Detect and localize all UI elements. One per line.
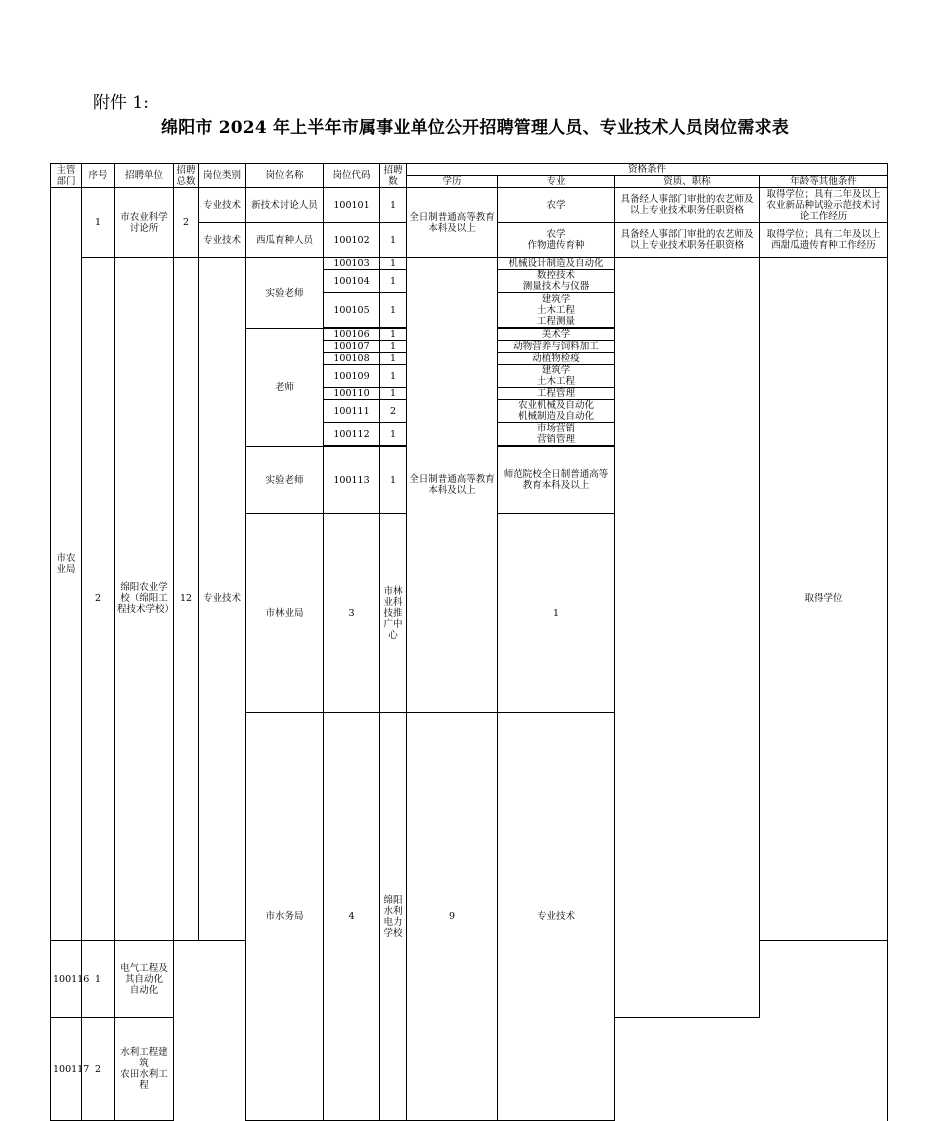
job-requirements-table: [50, 163, 888, 1121]
post-code-cell: 100111: [324, 400, 380, 423]
table-header-row: [51, 164, 888, 176]
post-code-cell: 100107: [324, 341, 380, 353]
header-unit: 招聘单位: [115, 164, 174, 188]
seq-cell: 2: [82, 258, 115, 941]
major-cell: 数控技术 测量技术与仪器: [498, 270, 615, 293]
count-cell: 1: [380, 223, 407, 258]
post-code-cell: 100106: [324, 329, 380, 341]
major-cell: 建筑学 土木工程 工程测量: [498, 293, 615, 328]
header-seq: 序号: [82, 164, 115, 188]
major-cell: 机械设计制造及自动化: [498, 258, 615, 270]
count-cell: 2: [82, 1018, 115, 1121]
category-cell: 专业技术: [199, 223, 246, 258]
header-other: 年龄等其他条件: [760, 176, 888, 188]
post-code-cell: 100112: [324, 423, 380, 446]
header-total: 招聘总数: [174, 164, 199, 188]
header-major: 专业: [498, 176, 615, 188]
total-cell: 1: [498, 514, 615, 713]
major-cell: 电气工程及其自动化 自动化: [115, 940, 174, 1017]
category-cell: 专业技术: [498, 713, 615, 1121]
education-cell: 全日制普通高等教育本科及以上: [407, 258, 498, 713]
education-cell: 师范院校全日制普通高等教育本科及以上: [498, 447, 615, 514]
dept-cell: 市林业局: [246, 514, 324, 713]
attachment-label: 附件 1:: [93, 93, 149, 113]
qualification-cell: [615, 258, 760, 1018]
qualification-cell: 具备经人事部门审批的农艺师及以上专业技术职务任职资格: [615, 188, 760, 223]
header-name: 岗位名称: [246, 164, 324, 188]
total-cell: 9: [407, 713, 498, 1121]
count-cell: 1: [380, 447, 407, 514]
education-cell: 全日制普通高等教育本科及以上: [407, 188, 498, 258]
count-cell: 1: [380, 423, 407, 446]
post-name-cell: 新技术讨论人员: [246, 188, 324, 223]
major-cell: 市场营销 营销管理: [498, 423, 615, 446]
major-cell: 美术学: [498, 329, 615, 341]
total-cell: 12: [174, 258, 199, 941]
major-cell: 农学 作物遗传育种: [498, 223, 615, 258]
post-code-cell: 100102: [324, 223, 380, 258]
dept-cell: 市农业局: [51, 188, 82, 941]
post-name-cell: 实验老师: [246, 447, 324, 514]
major-cell: 农业机械及自动化 机械制造及自动化: [498, 400, 615, 423]
unit-cell: 市林业科技推广中心: [380, 514, 407, 713]
major-cell: 动植物检疫: [498, 353, 615, 365]
seq-cell: 3: [324, 514, 380, 713]
count-cell: 1: [380, 388, 407, 400]
header-dept: 主管部门: [51, 164, 82, 188]
count-cell: 1: [380, 353, 407, 365]
post-name-cell: 实验老师: [246, 258, 324, 329]
post-code-cell: 100101: [324, 188, 380, 223]
page-title: 绵阳市 2024 年上半年市属事业单位公开招聘管理人员、专业技术人员岗位需求表: [161, 118, 789, 138]
count-cell: 1: [380, 270, 407, 293]
header-count: 招聘数: [380, 164, 407, 188]
post-code-cell: 100105: [324, 293, 380, 328]
post-code-cell: 100104: [324, 270, 380, 293]
category-cell: 专业技术: [199, 188, 246, 223]
count-cell: 1: [380, 258, 407, 270]
count-cell: 2: [380, 400, 407, 423]
major-cell: 水利工程建筑 农田水利工程: [115, 1018, 174, 1121]
table-row: [51, 258, 888, 270]
count-cell: 1: [380, 293, 407, 328]
major-cell: 农学: [498, 188, 615, 223]
other-condition-cell: 取得学位；具有二年及以上农业新品种试验示范技术讨论工作经历: [760, 188, 888, 223]
post-code-cell: 100109: [324, 365, 380, 388]
post-code-cell: 100117: [51, 1018, 82, 1121]
count-cell: 1: [380, 365, 407, 388]
unit-cell: 绵阳农业学校（绵阳工程技术学校）: [115, 258, 174, 941]
post-code-cell: 100116: [51, 940, 82, 1017]
major-cell: 建筑学 土木工程: [498, 365, 615, 388]
count-cell: 1: [380, 341, 407, 353]
count-cell: 1: [380, 329, 407, 341]
other-condition-cell: 取得学位: [760, 258, 888, 941]
major-cell: 工程管理: [498, 388, 615, 400]
table-row: [51, 188, 888, 223]
post-code-cell: 100108: [324, 353, 380, 365]
major-cell: 动物营养与饲料加工: [498, 341, 615, 353]
count-cell: 1: [82, 940, 115, 1017]
other-condition-cell: 取得学位；具有二年及以上西甜瓜遗传育种工作经历: [760, 223, 888, 258]
dept-cell: 市水务局: [246, 713, 324, 1121]
seq-cell: 4: [324, 713, 380, 1121]
header-category: 岗位类别: [199, 164, 246, 188]
post-code-cell: 100110: [324, 388, 380, 400]
total-cell: 2: [174, 188, 199, 258]
header-qualification: 资格条件: [407, 164, 888, 176]
header-code: 岗位代码: [324, 164, 380, 188]
post-code-cell: 100113: [324, 447, 380, 514]
category-cell: 专业技术: [199, 258, 246, 941]
post-code-cell: 100103: [324, 258, 380, 270]
header-education: 学历: [407, 176, 498, 188]
seq-cell: 1: [82, 188, 115, 258]
post-name-cell: 老师: [246, 329, 324, 447]
post-name-cell: 西瓜育种人员: [246, 223, 324, 258]
header-title-cert: 资质、职称: [615, 176, 760, 188]
count-cell: 1: [380, 188, 407, 223]
unit-cell: 市农业科学讨论所: [115, 188, 174, 258]
qualification-cell: 具备经人事部门审批的农艺师及以上专业技术职务任职资格: [615, 223, 760, 258]
unit-cell: 绵阳水利电力学校: [380, 713, 407, 1121]
